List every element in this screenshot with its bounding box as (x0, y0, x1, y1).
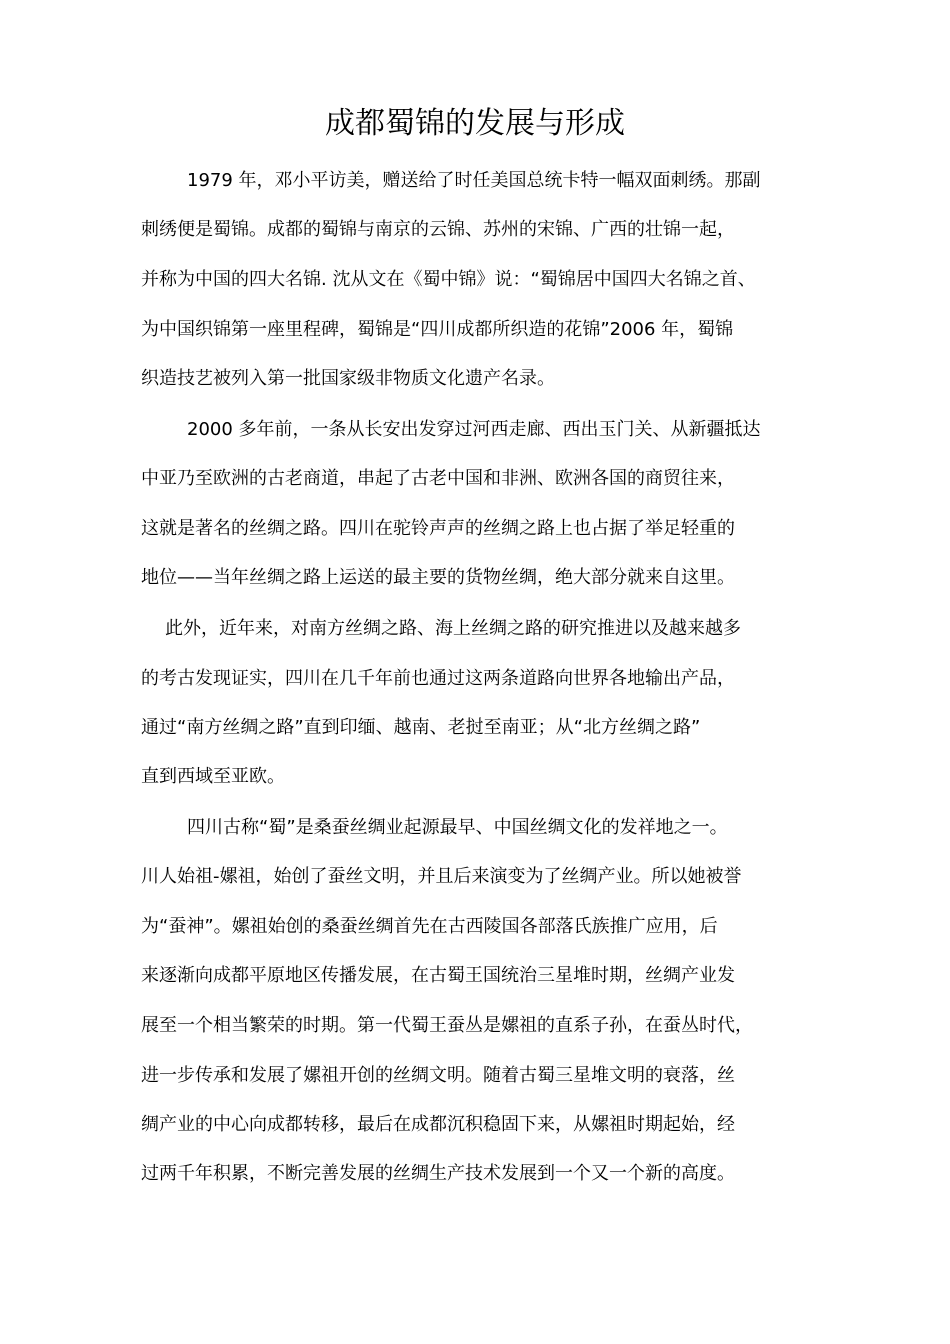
text-line: 这就是著名的丝绸之路。四川在驼铃声声的丝绸之路上也占据了举足轻重的 (141, 518, 735, 539)
text-line: 川人始祖-嫘祖，始创了蚕丝文明，并且后来演变为了丝绸产业。所以她被誉 (141, 866, 742, 887)
text-line: 通过“南方丝绸之路”直到印缅、越南、老挝至南亚；从“北方丝绸之路” (141, 717, 701, 738)
text-line: 来逐渐向成都平原地区传播发展，在古蜀王国统治三星堆时期，丝绸产业发 (141, 965, 735, 986)
text-line: 为“蚕神”。嫘祖始创的桑蚕丝绸首先在古西陵国各部落氏族推广应用，后 (141, 916, 718, 937)
text-line: 绸产业的中心向成都转移，最后在成都沉积稳固下来，从嫘祖时期起始，经 (141, 1114, 735, 1135)
text-line: 的考古发现证实，四川在几千年前也通过这两条道路向世界各地输出产品， (141, 668, 735, 689)
text-line: 为中国织锦第一座里程碑，蜀锦是“四川成都所织造的花锦”2006 年，蜀锦 (141, 319, 734, 340)
text-line: 过两千年积累，不断完善发展的丝绸生产技术发展到一个又一个新的高度。 (141, 1163, 735, 1184)
text-line: 织造技艺被列入第一批国家级非物质文化遗产名录。 (141, 368, 555, 389)
text-line: 中亚乃至欧洲的古老商道，串起了古老中国和非洲、欧洲各国的商贸往来， (141, 468, 735, 489)
text-line: 地位——当年丝绸之路上运送的最主要的货物丝绸，绝大部分就来自这里。 (141, 567, 735, 588)
text-line: 进一步传承和发展了嫘祖开创的丝绸文明。随着古蜀三星堆文明的衰落，丝 (141, 1065, 735, 1086)
text-line: 刺绣便是蜀锦。成都的蜀锦与南京的云锦、苏州的宋锦、广西的壮锦一起， (141, 219, 735, 240)
text-line: 并称为中国的四大名锦. 沈从文在《蜀中锦》说：“蜀锦居中国四大名锦之首、 (141, 269, 756, 290)
text-line: 直到西域至亚欧。 (141, 766, 285, 787)
text-line: 四川古称“蜀”是桑蚕丝绸业起源最早、中国丝绸文化的发祥地之一。 (187, 817, 728, 838)
text-line: 此外，近年来，对南方丝绸之路、海上丝绸之路的研究推进以及越来越多 (165, 618, 741, 639)
page-title: 成都蜀锦的发展与形成 (325, 106, 625, 141)
text-line: 展至一个相当繁荣的时期。第一代蜀王蚕丛是嫘祖的直系子孙，在蚕丛时代， (141, 1015, 753, 1036)
text-line: 2000 多年前，一条从长安出发穿过河西走廊、西出玉门关、从新疆抵达 (187, 419, 761, 440)
text-line: 1979 年，邓小平访美，赠送给了时任美国总统卡特一幅双面刺绣。那副 (187, 170, 761, 191)
